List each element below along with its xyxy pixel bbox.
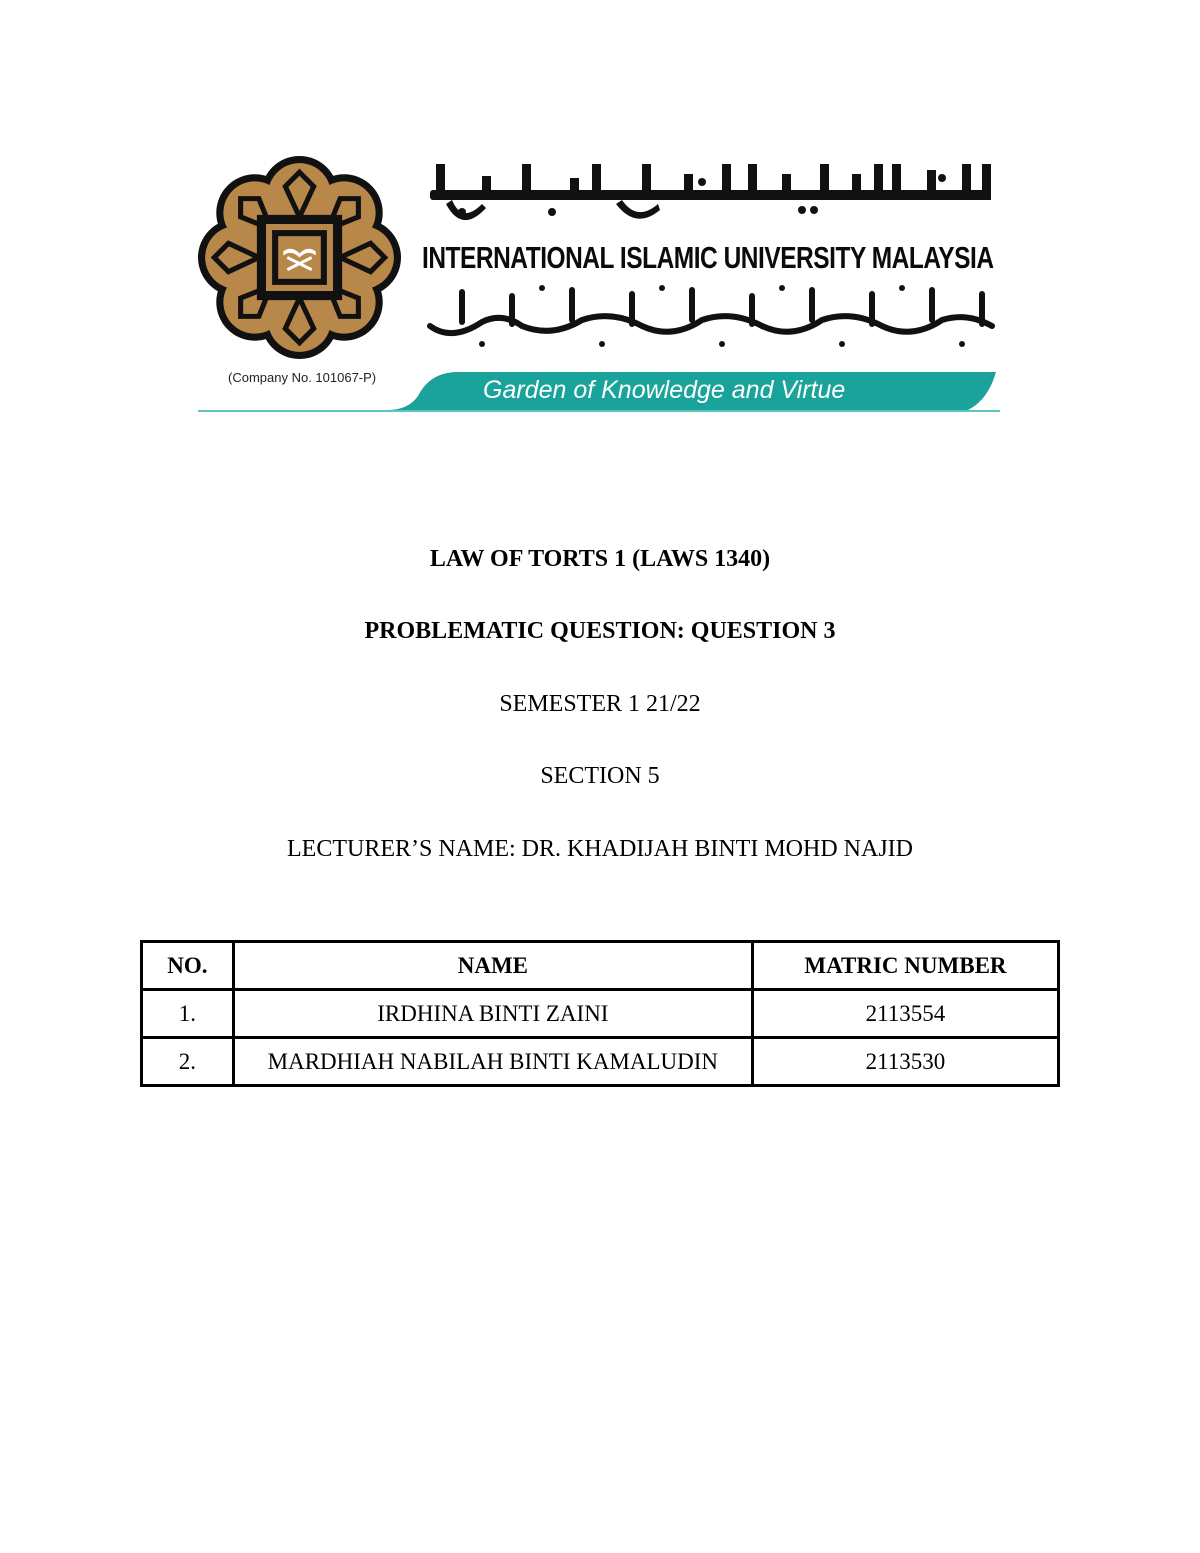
semester-line: SEMESTER 1 21/22 — [499, 691, 701, 717]
table-row — [142, 990, 1059, 1038]
university-tagline: Garden of Knowledge and Virtue — [483, 376, 846, 404]
header-name: NAME — [233, 942, 752, 990]
matric-number: 2113554 — [752, 990, 1058, 1038]
member-name: IRDHINA BINTI ZAINI — [233, 990, 752, 1038]
jawi-name-logotype — [422, 282, 1000, 352]
university-name: INTERNATIONAL ISLAMIC UNIVERSITY MALAYSIA — [422, 240, 994, 275]
members-table — [140, 940, 1060, 1087]
arabic-name-logotype — [422, 164, 1000, 228]
course-title: LAW OF TORTS 1 (LAWS 1340) — [429, 546, 771, 572]
member-name: MARDHIAH NABILAH BINTI KAMALUDIN — [233, 1038, 752, 1086]
university-logo — [198, 150, 1000, 415]
row-number: 2. — [142, 1038, 234, 1086]
assignment-title: PROBLEMATIC QUESTION: QUESTION 3 — [364, 618, 836, 644]
company-number: (Company No. 101067-P) — [228, 370, 377, 385]
matric-number: 2113530 — [752, 1038, 1058, 1086]
iium-emblem-icon — [198, 156, 401, 359]
lecturer-line: LECTURER’S NAME: DR. KHADIJAH BINTI MOHD NAJID — [287, 836, 913, 862]
section-line: SECTION 5 — [540, 763, 660, 789]
row-number: 1. — [142, 990, 234, 1038]
table-row — [142, 1038, 1059, 1086]
table-header-row — [142, 942, 1059, 990]
header-no: NO. — [142, 942, 234, 990]
header-matric: MATRIC NUMBER — [752, 942, 1058, 990]
